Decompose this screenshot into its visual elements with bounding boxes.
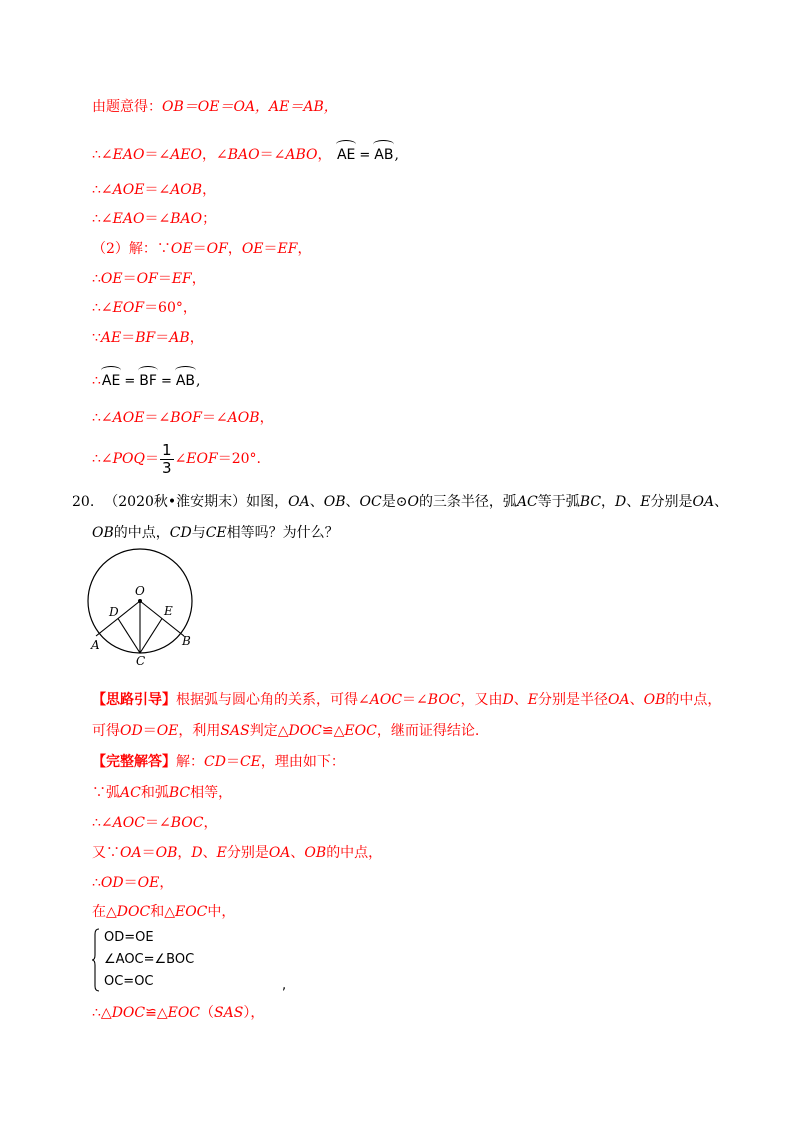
text: 、 [626, 494, 641, 510]
label-o: O [135, 584, 145, 598]
line-2 [92, 140, 399, 165]
text: ，∠ [202, 147, 228, 163]
line-9 [92, 366, 200, 391]
math-text: BC [168, 785, 191, 801]
hint-tag: 【思路引导】 [92, 692, 176, 708]
math-text: OB [155, 845, 178, 861]
line-4 [92, 210, 216, 228]
text: 的中点， [326, 845, 383, 861]
math-text: BOC [427, 692, 461, 708]
label-a: A [91, 638, 100, 652]
text: 的中点， [113, 525, 170, 541]
comma: , [196, 373, 201, 389]
solution-line-7 [92, 1004, 264, 1022]
text: 分别是半径 [538, 692, 608, 708]
text: ∵ [92, 330, 101, 346]
text: 、 [513, 692, 528, 708]
text: ，又由 [460, 692, 503, 708]
math-text: D [502, 692, 514, 708]
denominator: 3 [162, 458, 172, 477]
math-text: OE [156, 723, 179, 739]
text: ＝ [141, 845, 156, 861]
math-text: OE [241, 241, 264, 257]
text: ∴∠ [92, 410, 113, 426]
text: ； [202, 211, 217, 227]
text: （ [200, 1005, 215, 1021]
text: ）， [243, 1005, 265, 1021]
math-text: AE [100, 330, 122, 346]
label-e: E [164, 604, 173, 618]
problem-number: 20. [72, 494, 95, 510]
line-6 [92, 270, 206, 288]
text: ＝ [123, 875, 138, 891]
segment-ec [140, 619, 162, 654]
hint-line-1 [92, 691, 721, 709]
comma: , [394, 147, 399, 163]
math-text: OF [136, 271, 158, 287]
text: 在△ [92, 904, 117, 920]
math-text: AC [516, 494, 538, 510]
label-c: C [136, 654, 146, 668]
text: 和△ [150, 904, 175, 920]
math-text: BAO [227, 147, 260, 163]
math-text: EF [277, 241, 298, 257]
text: 、 [290, 845, 305, 861]
text: ∴ [92, 373, 101, 389]
math-text: AOC [369, 692, 403, 708]
solution-line-1 [92, 753, 345, 771]
circle-figure [85, 548, 205, 670]
text: ∴∠ [92, 211, 113, 227]
text: （2）解：∵ [92, 241, 171, 257]
text: ＝∠ [144, 147, 171, 163]
math-text: EAO [112, 147, 145, 163]
text: 等于弧 [537, 494, 580, 510]
text: 解： [176, 754, 204, 770]
text: ∠ [174, 451, 187, 467]
text: ， [601, 494, 616, 510]
math-text: EOC [167, 1005, 201, 1021]
math-text: D [615, 494, 627, 510]
math-text: E [640, 494, 651, 510]
math-text: OB [323, 494, 346, 510]
math-text: BC [579, 494, 602, 510]
text: 的中点， [665, 692, 722, 708]
math-text: OE [170, 241, 193, 257]
text: ＝∠ [144, 182, 171, 198]
math-text: AOB [227, 410, 260, 426]
line-5 [92, 240, 311, 258]
text: ≌△ [145, 1005, 168, 1021]
math-text: OA [268, 845, 291, 861]
math-text: EAO [112, 211, 145, 227]
arc-ae: AE [102, 366, 120, 390]
math-text: DOC [111, 1005, 146, 1021]
text: ＝20°. [217, 451, 261, 467]
text: ＝60°， [144, 300, 197, 316]
text: ∴∠ [92, 300, 113, 316]
line-1 [92, 98, 338, 116]
text: 分别是 [226, 845, 269, 861]
math-text: CE [205, 525, 227, 541]
text: ，利用 [178, 723, 221, 739]
text: ＝∠ [144, 211, 171, 227]
text: ＝∠ [144, 815, 171, 831]
text: ＝ [142, 723, 157, 739]
text: ， [317, 147, 332, 163]
math-text: OC [359, 494, 382, 510]
math-text: OE [137, 875, 160, 891]
text: ＝∠ [259, 147, 286, 163]
math-text: ABO [285, 147, 318, 163]
math-text: OB [304, 845, 327, 861]
math-text: DOC [116, 904, 151, 920]
text: ， [159, 875, 174, 891]
math-text: OA [120, 845, 142, 861]
math-text: BAO [170, 211, 203, 227]
math-text: AEO [170, 147, 202, 163]
text: ∴∠ [92, 147, 113, 163]
text: ＝ [121, 330, 136, 346]
label-b: B [182, 634, 191, 648]
text: 是⊙ [381, 494, 408, 510]
line-10 [92, 409, 274, 427]
text: 可得 [92, 723, 120, 739]
equals-sign: = [124, 374, 136, 389]
text: 、 [202, 845, 217, 861]
math-text: EOC [174, 904, 208, 920]
math-text: EOF [186, 451, 218, 467]
text: ＝ [155, 330, 170, 346]
segment-dc [118, 619, 140, 654]
text: ＝∠ [144, 410, 171, 426]
solution-line-5 [92, 874, 173, 892]
text: 根据弧与圆心角的关系，可得∠ [176, 692, 370, 708]
system-row-2: ∠AOC=∠BOC [104, 952, 195, 967]
math-text: D [191, 845, 203, 861]
problem-source: （2020秋•淮安期末） [104, 494, 247, 510]
line-7 [92, 299, 197, 317]
text: ， [227, 241, 242, 257]
math-text: OA [288, 494, 310, 510]
math-text: SAS [214, 1005, 244, 1021]
text: ＝ [225, 754, 240, 770]
text: 与 [191, 525, 206, 541]
solution-line-6 [92, 903, 235, 921]
text: 、 [345, 494, 360, 510]
center-point [138, 599, 142, 603]
text: ＝∠ [402, 692, 428, 708]
text: 、 [714, 494, 729, 510]
text: ∴∠ [92, 182, 113, 198]
text: 和弧 [140, 785, 169, 801]
text: 由题意得： [92, 99, 162, 115]
math-text: AB [169, 330, 190, 346]
hint-line-2 [92, 722, 479, 740]
math-text: AC [120, 785, 141, 801]
text: ＝ [263, 241, 278, 257]
equals-sign: = [160, 374, 172, 389]
math-text: OB [643, 692, 666, 708]
text: 相等， [190, 785, 233, 801]
math-text: EOF [112, 300, 145, 316]
math-text: CD [204, 754, 226, 770]
text: ， [297, 241, 312, 257]
text: ∴△ [92, 1005, 112, 1021]
math-text: BOC [170, 815, 204, 831]
arc-ab: AB [176, 366, 195, 390]
math-text: OB＝OE＝OA，AE＝AB， [162, 99, 338, 115]
math-text: OB [92, 525, 114, 541]
text: ∴ [92, 271, 101, 287]
text: 中， [207, 904, 236, 920]
left-brace [92, 928, 100, 992]
text: 的三条半径，弧 [418, 494, 517, 510]
arc-ab: AB [374, 140, 393, 164]
math-text: BF [135, 330, 156, 346]
text: ≌△ [321, 723, 345, 739]
math-text: EOC [344, 723, 377, 739]
math-text: OD [100, 875, 124, 891]
solution-line-4 [92, 844, 382, 862]
math-text: OE [100, 271, 123, 287]
text: ∴ [92, 875, 101, 891]
text: 、 [309, 494, 324, 510]
fraction-one-third [160, 442, 174, 477]
text: ＝ [122, 271, 137, 287]
math-text: EF [171, 271, 192, 287]
text: ，继而证得结论. [376, 723, 480, 739]
text: ＝ [192, 241, 207, 257]
text: ， [189, 330, 204, 346]
text: ∵弧 [92, 785, 120, 801]
math-text: AOB [170, 182, 203, 198]
numerator: 1 [162, 440, 172, 459]
math-text: O [407, 494, 419, 510]
text: ， [259, 410, 274, 426]
solution-tag: 【完整解答】 [92, 754, 176, 770]
equals-sign: = [359, 148, 371, 163]
text: 、 [629, 692, 644, 708]
arc-bf: BF [139, 366, 157, 390]
math-text: AOC [112, 815, 145, 831]
problem-line-2 [92, 524, 339, 542]
text: ＝∠ [201, 410, 228, 426]
arc-ae: AE [337, 140, 355, 164]
text: 相等吗？为什么？ [226, 525, 339, 541]
text: ∴∠ [92, 451, 113, 467]
math-text: POQ [112, 451, 146, 467]
line-8 [92, 329, 204, 347]
line-3 [92, 181, 216, 199]
text: 判定△ [249, 723, 289, 739]
system-comma: , [282, 978, 287, 993]
math-text: AOE [112, 182, 145, 198]
math-text: CD [169, 525, 192, 541]
math-text: AOE [112, 410, 145, 426]
math-text: SAS [220, 723, 250, 739]
math-text: OA [608, 692, 630, 708]
math-text: CE [239, 754, 261, 770]
equation-system [92, 928, 292, 992]
label-d: D [109, 605, 119, 619]
text: ∴∠ [92, 815, 113, 831]
text: ，理由如下： [260, 754, 345, 770]
math-text: E [527, 692, 538, 708]
text: ， [191, 271, 206, 287]
problem-line-1 [72, 493, 728, 511]
solution-line-2 [92, 784, 232, 802]
text: 又∵ [92, 845, 120, 861]
text: ， [202, 182, 217, 198]
math-text: OD [120, 723, 143, 739]
math-text: E [216, 845, 227, 861]
line-11 [92, 440, 261, 478]
system-row-1: OD=OE [104, 930, 154, 945]
text: ， [177, 845, 192, 861]
math-text: BOF [170, 410, 202, 426]
text: ＝ [145, 451, 160, 467]
math-text: OF [206, 241, 228, 257]
text: ， [203, 815, 218, 831]
system-row-3: OC=OC [104, 974, 154, 989]
text: 分别是 [650, 494, 693, 510]
solution-line-3 [92, 814, 217, 832]
math-text: OA [692, 494, 715, 510]
text: ＝ [157, 271, 172, 287]
text: 如图， [246, 494, 289, 510]
math-text: DOC [288, 723, 322, 739]
